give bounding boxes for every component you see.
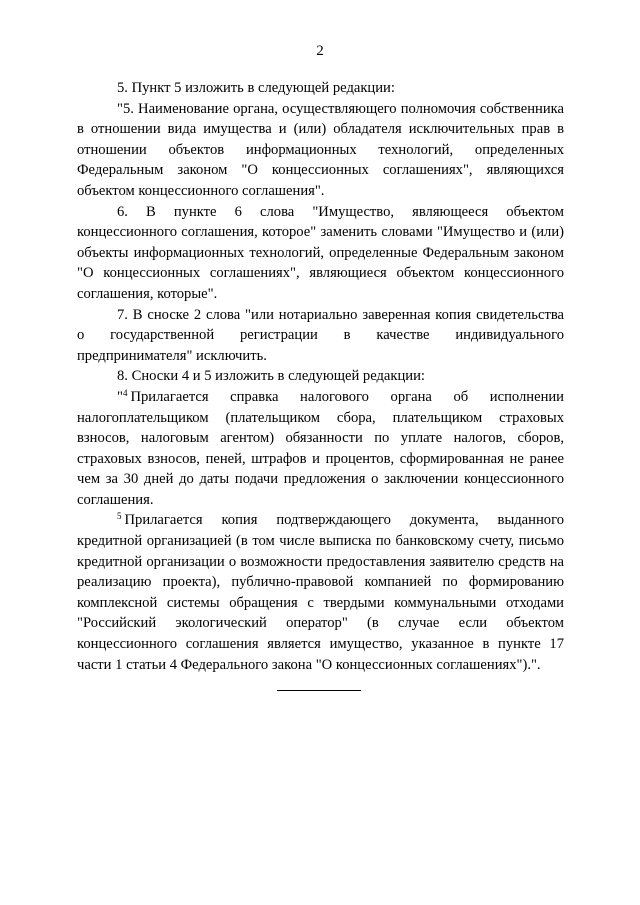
footnote-4-marker: 4 [122,387,128,398]
paragraph-item-5-new-text: "5. Наименование органа, осуществляющего полномочия собственника в отношении вида имущества и (или) обладателя исключительных прав в отношении объектов информационных технологий, определенных Федеральным законом "О концессионных соглашениях", являющихся объектом концессионного соглашения". [77,100,564,199]
footnote-5-paragraph [77,510,564,675]
footnote-4-text: Прилагается справка налогового органа об исполнении налогоплательщиком (плательщиком сбора, плательщиком страховых взносов, налоговым агентом) обязанности по уплате налогов, сборов, страховых взносов, пеней, штрафов и процентов, сформированная не ранее чем за 30 дней до даты подачи предложения о заключении концессионного соглашения. [77,388,564,508]
paragraph-item-5-heading: 5. Пункт 5 изложить в следующей редакции: [117,80,395,96]
end-separator-line [277,690,361,691]
footnote-4-paragraph [77,387,564,511]
document-body [77,78,564,675]
footnote-4-open-quote: " [117,388,123,405]
footnote-5-marker: 5 [117,511,122,522]
paragraph-item-8-heading: 8. Сноски 4 и 5 изложить в следующей редакции: [117,368,425,385]
page-number: 2 [316,43,324,59]
paragraph-item-7: 7. В сноске 2 слова "или нотариально заверенная копия свидетельства о государственной регистрации в качестве индивидуального предпринимателя" исключить. [77,306,564,364]
paragraph-item-6: 6. В пункте 6 слова "Имущество, являющееся объектом концессионного соглашения, которое" заменить словами "Имущество и (или) объекты информационных технологий, определенные Федеральным законом "О концессионных соглашениях", являющиеся объектом концессионного соглашения, которые". [77,203,564,302]
footnote-5-text: Прилагается копия подтверждающего документа, выданного кредитной организацией (в том числе выписка по банковскому счету, письмо кредитной организации о возможности предоставления заявителю средств на реализацию проекта), публично-правовой компанией по формированию комплексной системы обращения с твердыми коммунальными отходами "Российский экологический оператор" (в случае если объектом концессионного соглашения является имущество, указанное в пункте 17 части 1 статьи 4 Федерального закона "О концессионных соглашениях").". [77,512,564,673]
